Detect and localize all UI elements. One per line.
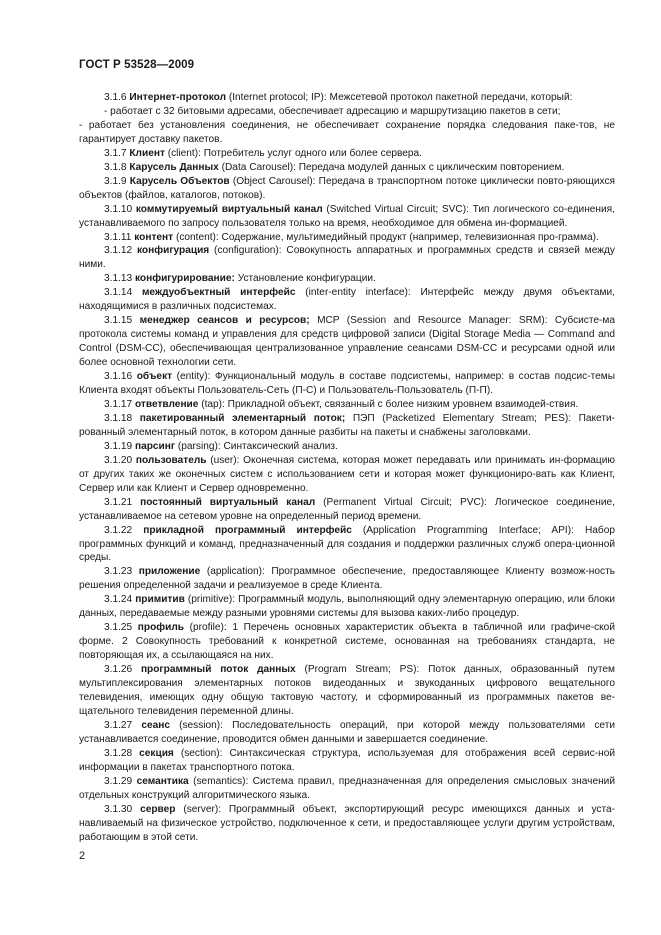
entry-definition: (Application Programming Interface; API): Набор программных функций и команд, предназначенный для создания и поддержки различных служб опера-ционной среды. [79, 524, 615, 564]
definition-entry [79, 91, 615, 105]
entry-text: - работает без установления соединения, не обеспечивает сохранение порядка следования паке-тов, не гарантирует доставку пакетов. [79, 119, 615, 145]
entry-definition: (Switched Virtual Circuit; SVC): Тип логического со-единения, устанавливаемого по запросу пользователя только на время, необходимое для обмена ин-формацией. [79, 203, 615, 229]
definition-continuation [79, 119, 615, 147]
entry-number: 3.1.17 [104, 398, 133, 410]
definition-entry [79, 440, 615, 454]
definition-entry [79, 147, 615, 161]
definition-entry [79, 286, 615, 314]
entry-term: Клиент [129, 147, 165, 159]
entry-number: 3.1.18 [104, 412, 133, 424]
entry-definition: (parsing): Синтаксический анализ. [175, 440, 338, 452]
definition-entry [79, 454, 615, 496]
entry-definition: (configuration): Совокупность аппаратных и программных средств и связей между ними. [79, 245, 615, 271]
entry-number: 3.1.28 [104, 747, 133, 759]
entry-number: 3.1.15 [104, 315, 133, 327]
entry-definition: (client): Потребитель услуг одного или более сервера. [164, 147, 422, 159]
entry-number: 3.1.16 [104, 371, 133, 383]
entry-definition: (semantics): Система правил, предназначенная для определения смысловых значений отдельных конструкций алгоритмического языка. [79, 775, 615, 801]
entry-term: конфигурация [137, 245, 210, 257]
definition-entry [79, 775, 615, 803]
page-number: 2 [79, 850, 86, 862]
entry-definition: (section): Синтаксическая структура, используемая для отображения всей сервис-ной информации в пакетах транспортного потока. [79, 747, 615, 773]
entry-number: 3.1.7 [104, 147, 127, 159]
entry-number: 3.1.11 [104, 231, 132, 243]
entry-term: парсинг [134, 440, 176, 452]
entry-definition: MCP (Session and Resource Manager: SRM): Субсисте-ма протокола системы команд и управления для средств цифровой записи (Digital Storage Media — Command and Control (DSM-CC), обеспечивающая централизованное управление сеансами DSM-CC и ресурсами одной или более основной технологии сети. [79, 315, 615, 369]
entry-definition: (primitive): Программный модуль, выполняющий одну элементарную операцию, или блоки данных, передаваемые между разными уровнями системы для вызова каких-либо процедур. [79, 594, 615, 620]
entry-definition: (entity): Функциональный модуль в составе подсистемы, например: в состав подсис-темы Клиента входят объекты Пользователь-Сеть (П-С) и Пользователь-Пользователь (П-П). [79, 371, 615, 397]
definition-entry [79, 663, 615, 719]
entry-definition: (Data Carousel): Передача модулей данных с циклическим повторением. [218, 161, 565, 173]
entry-number: 3.1.8 [104, 161, 127, 173]
entry-definition: (application): Программное обеспечение, предоставляющее Клиенту возмож-ность решения определенной задачи и реализуемое в среде Клиента. [79, 566, 615, 592]
entry-term: прикладной программный интерфейс [143, 524, 352, 536]
entry-number: 3.1.27 [104, 719, 133, 731]
entry-definition: (user): Оконечная система, которая может передавать или принимать ин-формацию от других таких же оконечных систем с использованием сети и которая может функциониро-вать как Клиент, Сервер или как Клиент и Сервер одновременно. [79, 454, 615, 494]
definitions-body [79, 91, 615, 844]
entry-term: Интернет-протокол [129, 92, 227, 103]
entry-number: 3.1.10 [104, 203, 133, 215]
definition-entry [79, 621, 615, 663]
entry-number: 3.1.30 [104, 803, 133, 815]
entry-term: пакетированный элементарный поток; [139, 412, 346, 424]
entry-definition: (Permanent Virtual Circuit; PVC): Логическое соединение, устанавливаемое на сетевом уровне на определенный период времени. [79, 496, 615, 522]
entry-term: Карусель Данных [129, 161, 219, 173]
entry-term: Карусель Объектов [129, 175, 230, 187]
entry-number: 3.1.21 [104, 496, 133, 508]
definition-entry [79, 161, 615, 175]
definition-continuation [79, 105, 615, 119]
definition-entry [79, 593, 615, 621]
entry-term: менеджер сеансов и ресурсов; [139, 315, 310, 327]
entry-term: ответвление [134, 398, 199, 410]
definition-entry [79, 412, 615, 440]
entry-definition: (profile): 1 Перечень основных характеристик объекта в табличной или графиче-ской форме. 2 Совокупность требований к конкретной системе, основанная на требованиях стандарта, не повторяющая их, а ссылающаяся на них. [79, 622, 615, 662]
entry-number: 3.1.9 [104, 175, 127, 187]
entry-term: объект [136, 371, 173, 383]
entry-number: 3.1.6 [104, 92, 127, 103]
definition-entry [79, 314, 615, 370]
document-code-header: ГОСТ Р 53528—2009 [79, 59, 195, 71]
entry-term: сеанс [141, 719, 170, 731]
definition-entry [79, 803, 615, 845]
definition-entry [79, 175, 615, 203]
entry-number: 3.1.20 [104, 454, 133, 466]
entry-term: программный поток данных [140, 664, 296, 676]
entry-definition: (session): Последовательность операций, при которой между пользователями сети устанавливается соединение, проводится обмен данными и завершается соединение. [79, 719, 615, 745]
definition-entry [79, 370, 615, 398]
definition-entry [79, 272, 615, 286]
entry-number: 3.1.12 [104, 245, 133, 257]
entry-definition: ПЭП (Packetized Elementary Stream; PES): Пакети-рованный элементарный поток, в котором данные разбиты на пакеты и снабжены заголовками. [79, 412, 615, 438]
entry-definition: (inter-entity interface): Интерфейс между двумя объектами, находящимися в различных подсистемах. [79, 287, 615, 313]
entry-number: 3.1.29 [104, 775, 133, 787]
definition-entry [79, 524, 615, 566]
definition-entry [79, 496, 615, 524]
entry-number: 3.1.24 [104, 594, 133, 606]
entry-number: 3.1.14 [104, 287, 133, 299]
entry-term: междуобъектный интерфейс [141, 287, 296, 299]
entry-definition: (server): Программный объект, экспортирующий ресурс имеющихся данных и уста-навливаемый на физическое устройство, подключенное к сети, и предоставляющее услуги другим устройствам, работающим в этой сети. [79, 803, 615, 843]
entry-definition: Установление конфигурации. [234, 273, 376, 285]
entry-number: 3.1.26 [104, 664, 133, 676]
entry-term: постоянный виртуальный канал [140, 496, 316, 508]
definition-entry [79, 565, 615, 593]
entry-term: сервер [140, 803, 176, 815]
entry-number: 3.1.19 [104, 440, 133, 452]
entry-definition: (Internet protocol; IP): Межсетевой протокол пакетной передачи, который: [226, 92, 573, 103]
entry-term: профиль [137, 622, 184, 634]
entry-term: секция [139, 747, 174, 759]
entry-definition: (Object Carousel): Передача в транспортном потоке циклически повто-ряющихся объектов (файлов, каталогов, потоков). [79, 175, 616, 201]
entry-number: 3.1.22 [104, 524, 133, 536]
entry-number: 3.1.25 [104, 622, 133, 634]
entry-term: семантика [136, 775, 189, 787]
entry-term: приложение [138, 566, 201, 578]
definition-entry [79, 231, 615, 245]
entry-term: контент [134, 231, 174, 243]
entry-term: примитив [135, 594, 185, 606]
entry-number: 3.1.13 [104, 273, 133, 285]
definition-entry [79, 244, 615, 272]
entry-text: - работает с 32 битовыми адресами, обеспечивает адресацию и маршрутизацию пакетов в сети; [104, 105, 561, 117]
entry-definition: (tap): Прикладной объект, связанный с более низким уровнем взаимодей-ствия. [198, 398, 579, 410]
definition-entry [79, 203, 615, 231]
entry-term: конфигурирование: [134, 273, 235, 285]
entry-number: 3.1.23 [104, 566, 133, 578]
entry-definition: (Program Stream; PS): Поток данных, образованный путем мультиплексирования элементарных потоков видеоданных и звукоданных цифрового вещательного телевидения, имеющих одну общую тактовую частоту, и сформированный из программных пакетов ве-щательного телевидения переменной длины. [79, 664, 615, 717]
definition-entry [79, 747, 615, 775]
definition-entry [79, 719, 615, 747]
entry-term: коммутируемый виртуальный канал [135, 203, 323, 215]
entry-definition: (content): Содержание, мультимедийный продукт (например, телевизионная про-грамма). [173, 231, 599, 243]
entry-term: пользователь [135, 454, 207, 466]
definition-entry [79, 398, 615, 412]
